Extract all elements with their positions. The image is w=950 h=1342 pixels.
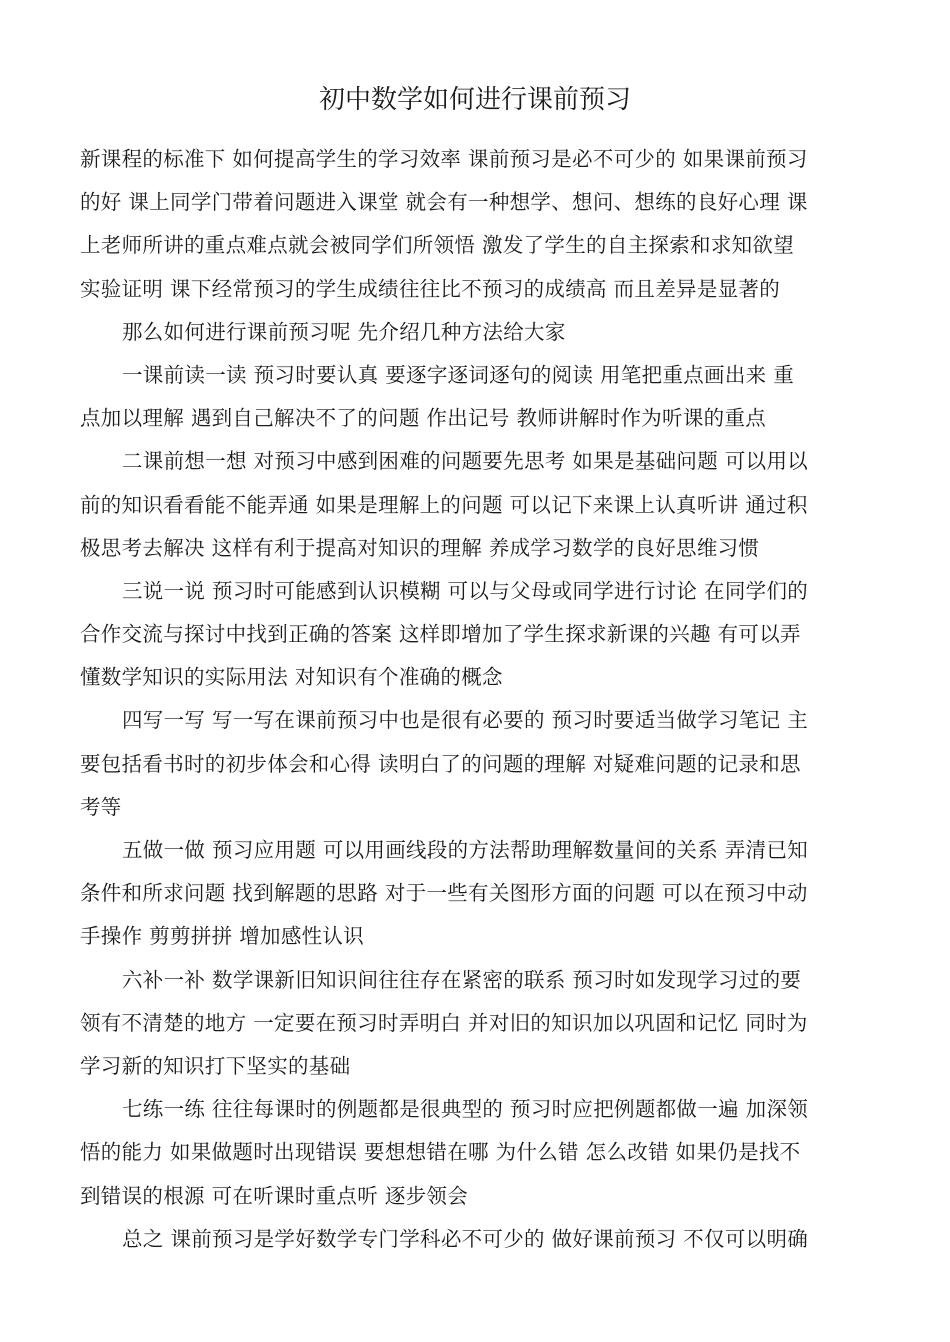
- text-line: 条件和所求问题 找到解题的思路 对于一些有关图形方面的问题 可以在预习中动: [80, 881, 808, 906]
- text-line: 前的知识看看能不能弄通 如果是理解上的问题 可以记下来课上认真听讲 通过积: [80, 492, 808, 517]
- text-line: 点加以理解 遇到自己解决不了的问题 作出记号 教师讲解时作为听课的重点: [80, 406, 767, 431]
- text-line: 手操作 剪剪拼拼 增加感性认识: [80, 924, 365, 949]
- text-line: 考等: [80, 794, 122, 819]
- text-line: 新课程的标准下 如何提高学生的学习效率 课前预习是必不可少的 如果课前预习: [80, 147, 808, 171]
- document-body: [80, 138, 880, 1261]
- text-line: 实验证明 课下经常预习的学生成绩往往比不预习的成绩高 而且差异是显著的: [80, 276, 781, 301]
- text-line: 学习新的知识打下坚实的基础: [80, 1053, 351, 1078]
- text-line: 三说一说 预习时可能感到认识模糊 可以与父母或同学进行讨论 在同学们的: [122, 578, 809, 603]
- paragraph-method-2: [80, 440, 880, 570]
- text-line: 四写一写 写一写在课前预习中也是很有必要的 预习时要适当做学习笔记 主: [122, 708, 809, 733]
- text-line: 六补一补 数学课新旧知识间往往存在紧密的联系 预习时如发现学习过的要: [122, 967, 802, 992]
- document-title: 初中数学如何进行课前预习: [318, 85, 631, 115]
- text-line: 总之 课前预习是学好数学专门学科必不可少的 做好课前预习 不仅可以明确: [122, 1226, 809, 1251]
- text-line: 一课前读一读 预习时要认真 要逐字逐词逐句的阅读 用笔把重点画出来 重: [122, 362, 795, 387]
- text-line: 那么如何进行课前预习呢 先介绍几种方法给大家: [122, 319, 566, 344]
- paragraph-transition: [80, 311, 880, 354]
- text-line: 懂数学知识的实际用法 对知识有个准确的概念: [80, 665, 503, 690]
- text-line: 极思考去解决 这样有利于提高对知识的理解 养成学习数学的良好思维习惯: [80, 535, 760, 560]
- paragraph-method-3: [80, 570, 880, 700]
- text-line: 领有不清楚的地方 一定要在预习时弄明白 并对旧的知识加以巩固和记忆 同时为: [80, 1010, 808, 1035]
- text-line: 的好 课上同学门带着问题进入课堂 就会有一种想学、想问、想练的良好心理 课: [80, 190, 808, 215]
- paragraph-method-5: [80, 829, 880, 959]
- paragraph-method-7: [80, 1088, 880, 1218]
- text-line: 要包括看书时的初步体会和心得 读明白了的问题的理解 对疑难问题的记录和思: [80, 751, 801, 776]
- text-line: 悟的能力 如果做题时出现错误 要想想错在哪 为什么错 怎么改错 如果仍是找不: [80, 1140, 801, 1165]
- paragraph-conclusion: [80, 1218, 880, 1261]
- text-line: 上老师所讲的重点难点就会被同学们所领悟 激发了学生的自主探索和求知欲望: [80, 233, 795, 258]
- text-line: 二课前想一想 对预习中感到困难的问题要先思考 如果是基础问题 可以用以: [122, 449, 809, 474]
- text-line: 五做一做 预习应用题 可以用画线段的方法帮助理解数量间的关系 弄清已知: [122, 838, 809, 862]
- paragraph-method-6: [80, 959, 880, 1089]
- paragraph-intro: [80, 138, 880, 311]
- paragraph-method-4: [80, 699, 880, 829]
- text-line: 七练一练 往往每课时的例题都是很典型的 预习时应把例题都做一遍 加深领: [122, 1097, 809, 1122]
- text-line: 到错误的根源 可在听课时重点听 逐步领会: [80, 1183, 469, 1208]
- paragraph-method-1: [80, 354, 880, 440]
- text-line: 合作交流与探讨中找到正确的答案 这样即增加了学生探求新课的兴趣 有可以弄: [80, 622, 801, 647]
